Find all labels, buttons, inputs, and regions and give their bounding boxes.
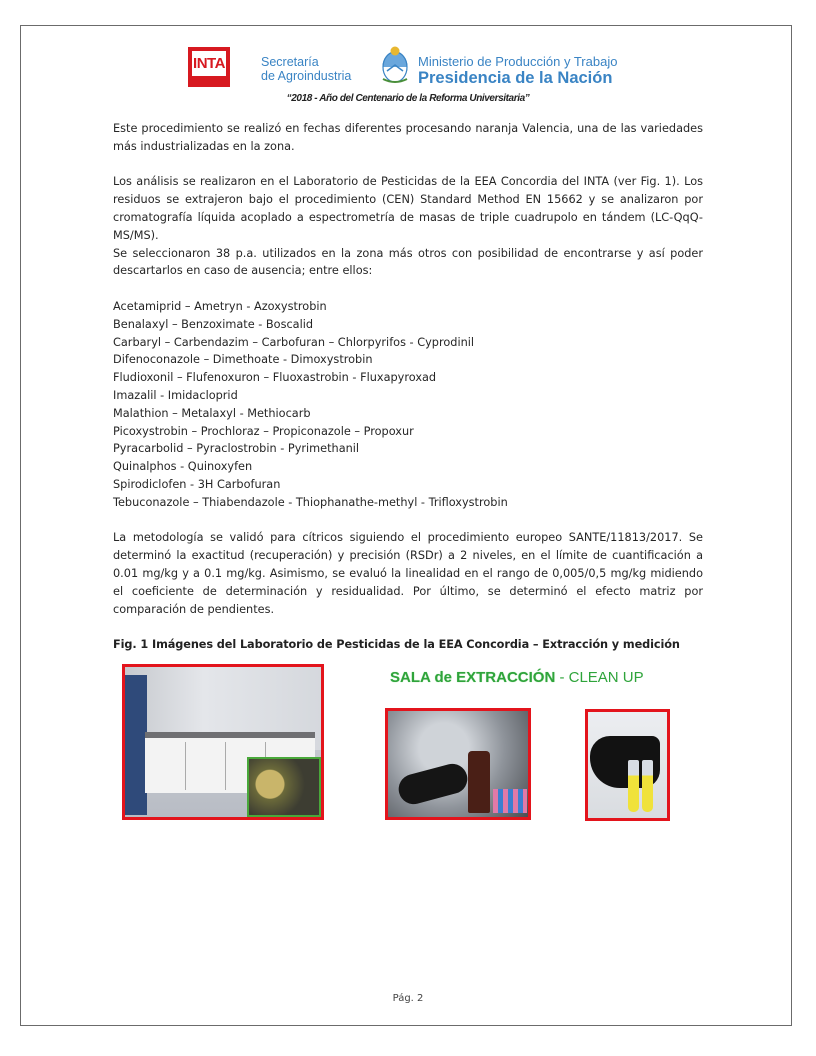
argentina-coat-of-arms-icon xyxy=(380,45,410,85)
ministerio-text xyxy=(418,54,617,87)
list-item: Pyracarbolid – Pyraclostrobin - Pyrimethanil xyxy=(113,442,360,456)
secretaria-line2: de Agroindustria xyxy=(261,69,352,83)
paragraph-4: La metodología se validó para cítricos siguiendo el procedimiento europeo SANTE/11813/2017. Se determinó la exactitud (recuperación) y precisión (RSDr) a 2 niveles, en el límite de cuantificación a 0.01 mg/kg y a 0.1 mg/kg. Asimismo, se evaluó la linealidad en el rango de 0,005/0,5 mg/kg midiendo el coeficiente de determinación y residualidad. Por último, se determinó el efecto matriz por comparación de pendientes. xyxy=(113,531,703,616)
list-item: Malathion – Metalaxyl - Methiocarb xyxy=(113,406,311,420)
list-item: Imazalil - Imidacloprid xyxy=(113,388,238,402)
list-item: Tebuconazole – Thiabendazole - Thiophanathe-methyl - Trifloxystrobin xyxy=(113,495,508,509)
inta-logo xyxy=(188,47,230,87)
sala-label-bold: SALA de EXTRACCIÓN xyxy=(390,669,556,686)
list-item: Quinalphos - Quinoxyfen xyxy=(113,460,253,474)
extraction-photo-1 xyxy=(385,708,531,820)
lab-inset-photo xyxy=(247,757,321,817)
list-item: Carbaryl – Carbendazim – Carbofuran – Chlorpyrifos - Cyprodinil xyxy=(113,335,475,349)
header-motto: “2018 - Año del Centenario de la Reforma Universitaria” xyxy=(286,93,530,104)
ministerio-line2: Presidencia de la Nación xyxy=(418,69,613,87)
lab-photo xyxy=(122,664,324,820)
list-item: Difenoconazole – Dimethoate - Dimoxystrobin xyxy=(113,353,373,367)
document-body xyxy=(113,120,703,618)
list-item: Spirodiclofen - 3H Carbofuran xyxy=(113,477,281,491)
sala-extraccion-label xyxy=(390,669,644,686)
paragraph-1: Este procedimiento se realizó en fechas diferentes procesando naranja Valencia, una de las variedades más industrializadas en la zona. xyxy=(113,122,703,153)
paragraph-3: Se seleccionaron 38 p.a. utilizados en la zona más otros con posibilidad de encontrarse y así poder descartarlos en caso de ausencia; entre ellos: xyxy=(113,246,703,278)
pesticide-list xyxy=(113,298,703,512)
list-item: Fludioxonil – Flufenoxuron – Fluoxastrobin - Fluxapyroxad xyxy=(113,371,437,385)
paragraph-2: Los análisis se realizaron en el Laboratorio de Pesticidas de la EEA Concordia del INTA (ver Fig. 1). Los residuos se extrajeron bajo el procedimiento (CEN) Standard Method EN 15662 y se analizaron por cromatografía líquida acoplado a espectrometría de masas de triple cuadrupolo en tándem (LC-QqQ-MS/MS). xyxy=(113,175,703,242)
page-number: Pág. 2 xyxy=(392,993,424,1004)
secretaria-line1: Secretaría xyxy=(261,55,319,69)
list-item: Picoxystrobin – Prochloraz – Propiconazole – Propoxur xyxy=(113,424,414,438)
sala-label-rest: - CLEAN UP xyxy=(555,669,644,686)
extraction-photo-2 xyxy=(585,709,670,821)
list-item: Benalaxyl – Benzoximate - Boscalid xyxy=(113,317,314,331)
list-item: Acetamiprid – Ametryn - Azoxystrobin xyxy=(113,299,327,313)
figure-caption: Fig. 1 Imágenes del Laboratorio de Pesticidas de la EEA Concordia – Extracción y medición xyxy=(113,638,680,651)
ministerio-line1: Ministerio de Producción y Trabajo xyxy=(418,54,618,69)
secretaria-text xyxy=(261,55,351,83)
inta-logo-text: INTA xyxy=(193,55,225,72)
